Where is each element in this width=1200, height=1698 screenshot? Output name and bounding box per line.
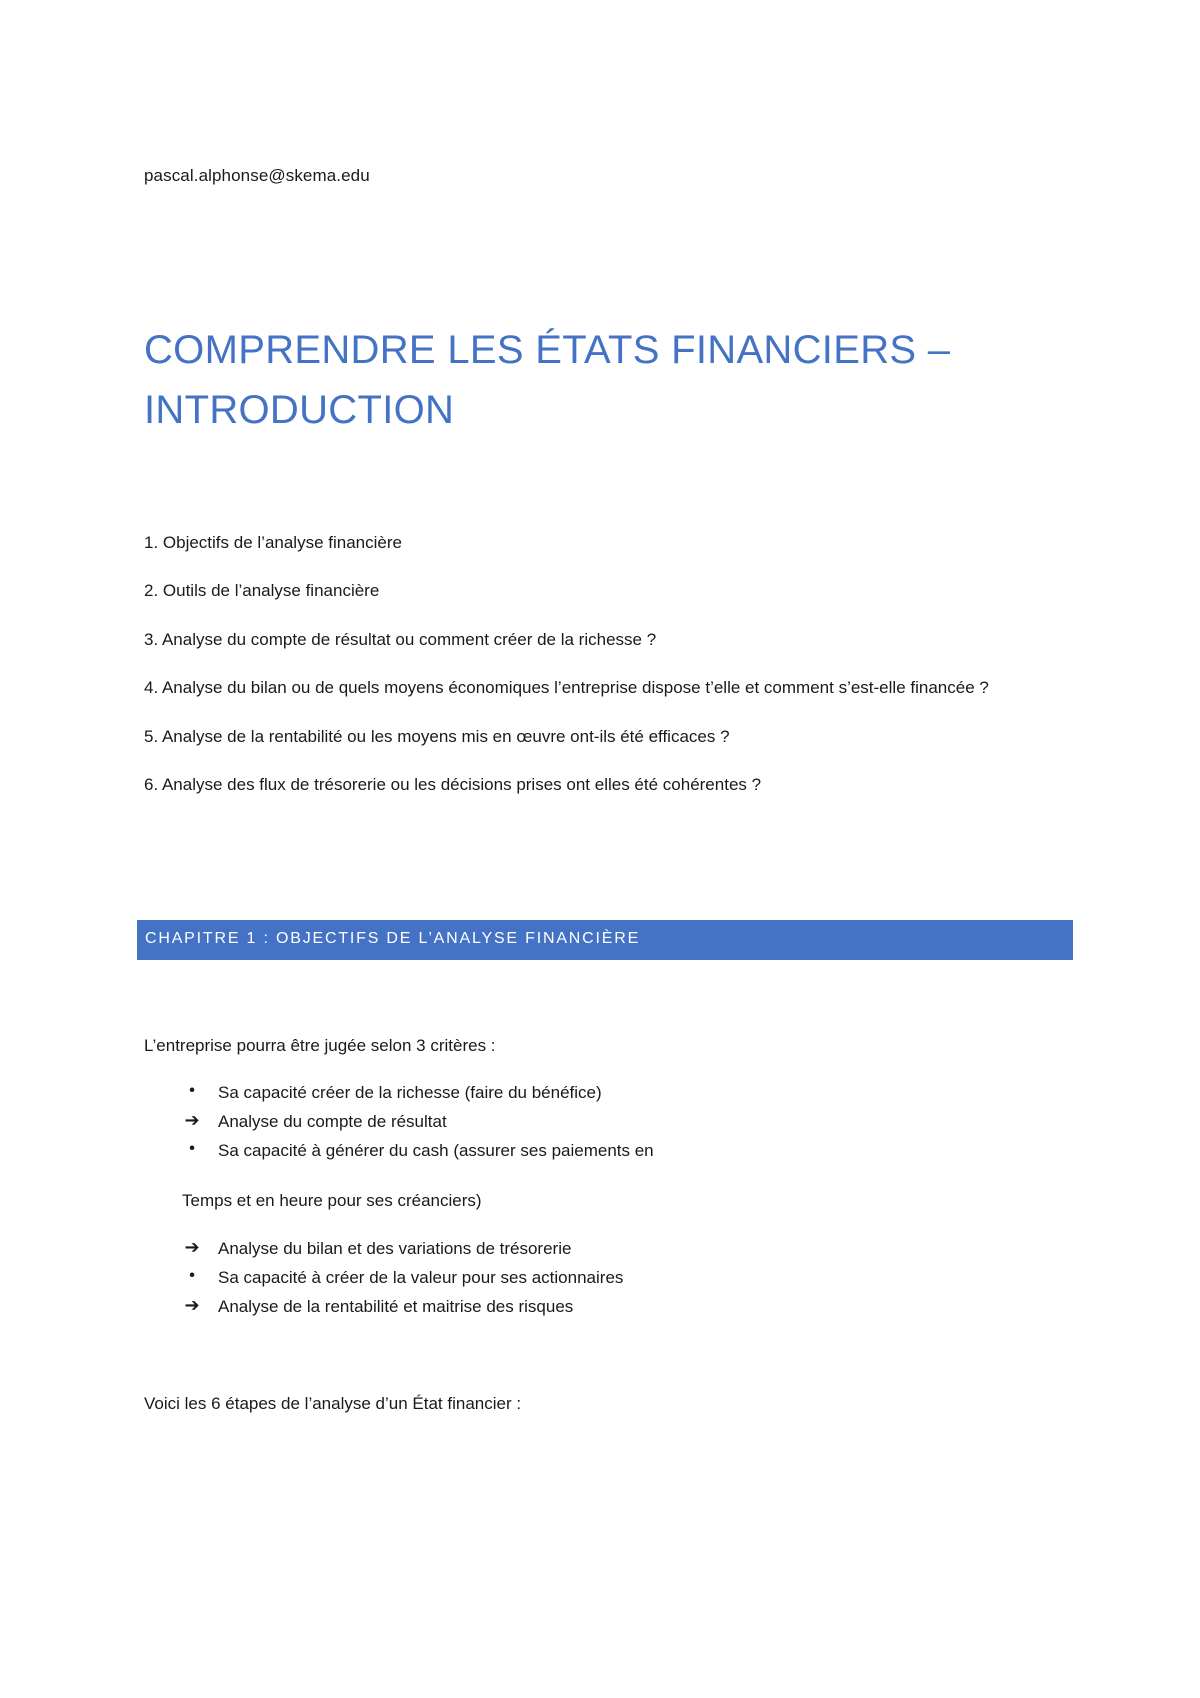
toc-item: 4. Analyse du bilan ou de quels moyens économiques l’entreprise dispose t’elle et comment s’est-elle financée ? [144,678,989,698]
list-item-text: Analyse de la rentabilité et maitrise des risques [218,1297,574,1316]
list-item-text: Analyse du compte de résultat [218,1112,447,1131]
list-item-text: Sa capacité à générer du cash (assurer ses paiements en [218,1141,654,1160]
criteria-continuation: Temps et en heure pour ses créanciers) [182,1191,482,1210]
bullet-icon: • [189,1267,195,1284]
steps-intro: Voici les 6 étapes de l’analyse d’un État financier : [144,1394,522,1413]
criteria-intro: L’entreprise pourra être jugée selon 3 critères : [144,1036,496,1055]
list-item [182,1112,654,1141]
chapter-heading: CHAPITRE 1 : OBJECTIFS DE L’ANALYSE FINANCIÈRE [145,930,641,947]
toc-item: 1. Objectifs de l’analyse financière [144,533,402,552]
arrow-right-icon: ➔ [184,1110,200,1130]
document-title: COMPRENDRE LES ÉTATS FINANCIERS – INTRODUCTION [144,328,951,432]
list-item-text: Analyse du bilan et des variations de trésorerie [218,1239,572,1258]
criteria-list-b [182,1239,623,1326]
list-item-text: Sa capacité à créer de la valeur pour ses actionnaires [218,1268,624,1287]
bullet-icon: • [189,1082,195,1099]
toc-item: 6. Analyse des flux de trésorerie ou les décisions prises ont elles été cohérentes ? [144,774,762,794]
list-item [182,1297,623,1326]
arrow-right-icon: ➔ [184,1295,200,1315]
author-email: pascal.alphonse@skema.edu [144,166,370,185]
list-item [182,1268,623,1297]
bullet-icon: • [189,1140,195,1157]
table-of-contents [144,533,989,823]
list-item-text: Sa capacité créer de la richesse (faire du bénéfice) [218,1083,602,1102]
list-item [182,1239,623,1268]
criteria-list-a [182,1083,654,1170]
toc-item: 5. Analyse de la rentabilité ou les moyens mis en œuvre ont-ils été efficaces ? [144,726,730,746]
chapter-heading-banner [137,920,1073,960]
toc-item: 3. Analyse du compte de résultat ou comment créer de la richesse ? [144,629,657,649]
arrow-right-icon: ➔ [184,1237,200,1257]
toc-item: 2. Outils de l’analyse financière [144,581,380,601]
list-item [182,1083,654,1112]
list-item [182,1141,654,1170]
